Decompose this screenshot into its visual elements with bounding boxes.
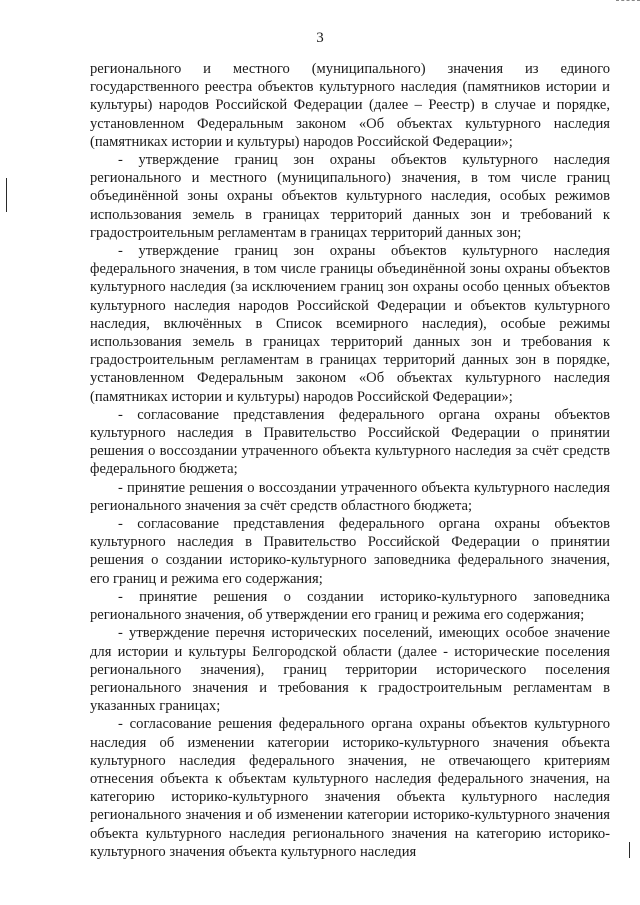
paragraph: регионального и местного (муниципального) значения из единого государственного реестра объектов культурного наследия (памятников истории и культуры) народов Российской Федерации (далее – Реестр) в случае и порядке, установленном Федеральным законом «Об объектах культурного наследия (памятниках истории и культуры) народов Российской Федерации»; xyxy=(90,61,610,150)
paragraph: - утверждение перечня исторических поселений, имеющих особое значение для истории и культуры Белгородской области (далее - исторические поселения регионального значения), границ территории исторического поселения регионального значения и требования к градостроительным регламентам в указанных границах; xyxy=(90,625,610,715)
document-body xyxy=(90,60,610,861)
scan-corner-mark xyxy=(616,0,640,11)
paragraph: - принятие решения о создании историко-культурного заповедника регионального значения, об утверждении его границ и режима его содержания; xyxy=(90,588,610,624)
paragraph: - утверждение границ зон охраны объектов культурного наследия регионального и местного (муниципального) значения, в том числе границ объединённой зоны охраны объектов культурного наследия, особых режимов использования земель в границах территорий данных зон и требований к градостроительным регламентам в границах территорий данных зон; xyxy=(90,152,610,241)
paragraph: - принятие решения о воссоздании утраченного объекта культурного наследия регионального значения за счёт средств областного бюджета; xyxy=(90,479,610,514)
page-number: 3 xyxy=(316,30,324,46)
scan-margin-mark xyxy=(6,178,7,212)
paragraph: - согласование представления федерального органа охраны объектов культурного наследия в Правительство Российской Федерации о принятии решения о воссоздании утраченного объекта культурного наследия за счёт средств федерального бюджета; xyxy=(90,406,610,478)
paragraph: - согласование решения федерального органа охраны объектов культурного наследия об изменении категории историко-культурного значения объекта культурного наследия федерального значения, не отвечающего критериям отнесения объекта к объектам культурного наследия федерального значения, на категорию историко-культурного значения объекта культурного наследия регионального значения и об изменении категории историко-культурного значения объекта культурного наследия регионального значения на категорию историко-культурного значения объекта культурного наследия xyxy=(90,716,610,860)
paragraph: - согласование представления федерального органа охраны объектов культурного наследия в Правительство Российской Федерации о принятии решения о создании историко-культурного заповедника федерального значения, его границ и режима его содержания; xyxy=(90,516,610,587)
scan-margin-mark xyxy=(629,842,630,858)
paragraph: - утверждение границ зон охраны объектов культурного наследия федерального значения, в том числе границы объединённой зоны охраны объектов культурного наследия (за исключением границ зон охраны особо ценных объектов культурного наследия народов Российской Федерации и объектов культурного наследия, включённых в Список всемирного наследия), особые режимы использования земель в границах территорий данных зон и требования к градостроительным регламентам в границах территорий данных зон в порядке, установленном Федеральным законом «Об объектах культурного наследия (памятниках истории и культуры) народов Российской Федерации»; xyxy=(90,243,610,405)
